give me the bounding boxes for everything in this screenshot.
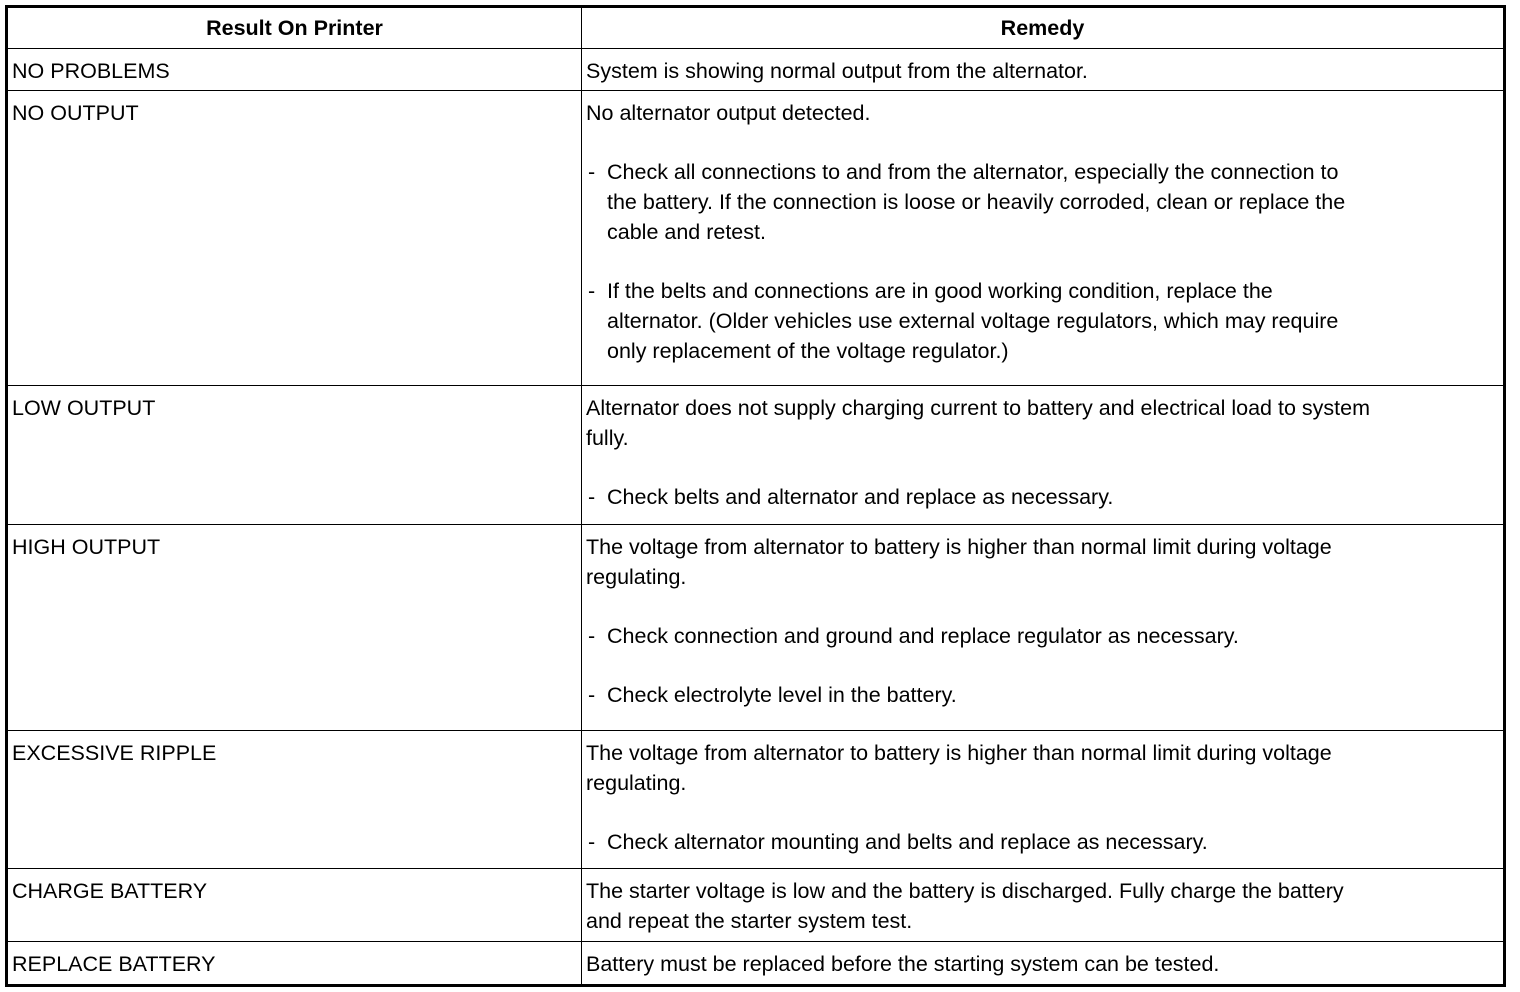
remedy-paragraph [586, 56, 1499, 86]
remedy-line: The voltage from alternator to battery is higher than normal limit during voltage [586, 535, 1332, 559]
remedy-line: Battery must be replaced before the starting system can be tested. [586, 952, 1220, 976]
remedy-line: Check connection and ground and replace regulator as necessary. [607, 624, 1239, 648]
remedy-cell [582, 731, 1505, 869]
remedy-line: If the belts and connections are in good working condition, replace the [607, 279, 1273, 303]
result-cell [7, 869, 582, 942]
remedy-line: cable and retest. [607, 220, 766, 244]
remedy-cell [582, 525, 1505, 731]
table-row [7, 869, 1505, 942]
remedy-line: alternator. (Older vehicles use external voltage regulators, which may require [607, 309, 1339, 333]
remedy-paragraph [586, 949, 1499, 979]
header-row [7, 7, 1505, 49]
bullet-dash: - [588, 683, 596, 707]
remedy-paragraph [586, 98, 1499, 128]
remedy-line: Check belts and alternator and replace as necessary. [607, 485, 1114, 509]
remedy-cell [582, 386, 1505, 525]
result-text: LOW OUTPUT [12, 396, 156, 420]
remedy-line: System is showing normal output from the alternator. [586, 59, 1088, 83]
result-text: REPLACE BATTERY [12, 952, 216, 976]
remedy-bullet [586, 157, 1499, 247]
table-row [7, 942, 1505, 986]
remedy-line: Alternator does not supply charging current to battery and electrical load to system [586, 396, 1370, 420]
remedy-bullet [586, 680, 1499, 710]
result-cell [7, 386, 582, 525]
table-row [7, 525, 1505, 731]
bullet-dash: - [588, 160, 596, 184]
remedy-line: Check all connections to and from the alternator, especially the connection to [607, 160, 1339, 184]
remedy-paragraph [586, 532, 1499, 592]
bullet-dash: - [588, 485, 596, 509]
remedy-cell [582, 91, 1505, 386]
remedy-line: The starter voltage is low and the battery is discharged. Fully charge the battery [586, 879, 1344, 903]
header-result: Result On Printer [7, 7, 582, 49]
remedy-bullet [586, 276, 1499, 366]
result-cell [7, 731, 582, 869]
remedy-line: fully. [586, 426, 629, 450]
remedy-line: regulating. [586, 565, 687, 589]
remedy-paragraph [586, 876, 1499, 936]
header-remedy: Remedy [582, 7, 1505, 49]
remedy-line: and repeat the starter system test. [586, 909, 913, 933]
remedy-cell [582, 869, 1505, 942]
result-text: CHARGE BATTERY [12, 879, 208, 903]
remedy-table [5, 5, 1506, 987]
remedy-bullet [586, 482, 1499, 512]
result-text: EXCESSIVE RIPPLE [12, 741, 217, 765]
remedy-line: No alternator output detected. [586, 101, 871, 125]
result-cell [7, 91, 582, 386]
remedy-line: only replacement of the voltage regulator.) [607, 339, 1009, 363]
result-text: NO PROBLEMS [12, 59, 170, 83]
table-row [7, 91, 1505, 386]
remedy-bullet [586, 827, 1499, 857]
remedy-paragraph [586, 738, 1499, 798]
result-cell [7, 525, 582, 731]
remedy-line: Check alternator mounting and belts and replace as necessary. [607, 830, 1208, 854]
table-row [7, 49, 1505, 91]
result-text: NO OUTPUT [12, 101, 139, 125]
bullet-dash: - [588, 830, 596, 854]
table-row [7, 731, 1505, 869]
result-cell [7, 942, 582, 986]
remedy-paragraph [586, 393, 1499, 453]
remedy-line: Check electrolyte level in the battery. [607, 683, 957, 707]
remedy-cell [582, 942, 1505, 986]
result-cell [7, 49, 582, 91]
remedy-line: regulating. [586, 771, 687, 795]
table-row [7, 386, 1505, 525]
remedy-line: the battery. If the connection is loose or heavily corroded, clean or replace the [607, 190, 1346, 214]
remedy-line: The voltage from alternator to battery is higher than normal limit during voltage [586, 741, 1332, 765]
remedy-bullet [586, 621, 1499, 651]
remedy-cell [582, 49, 1505, 91]
bullet-dash: - [588, 279, 596, 303]
result-text: HIGH OUTPUT [12, 535, 161, 559]
bullet-dash: - [588, 624, 596, 648]
